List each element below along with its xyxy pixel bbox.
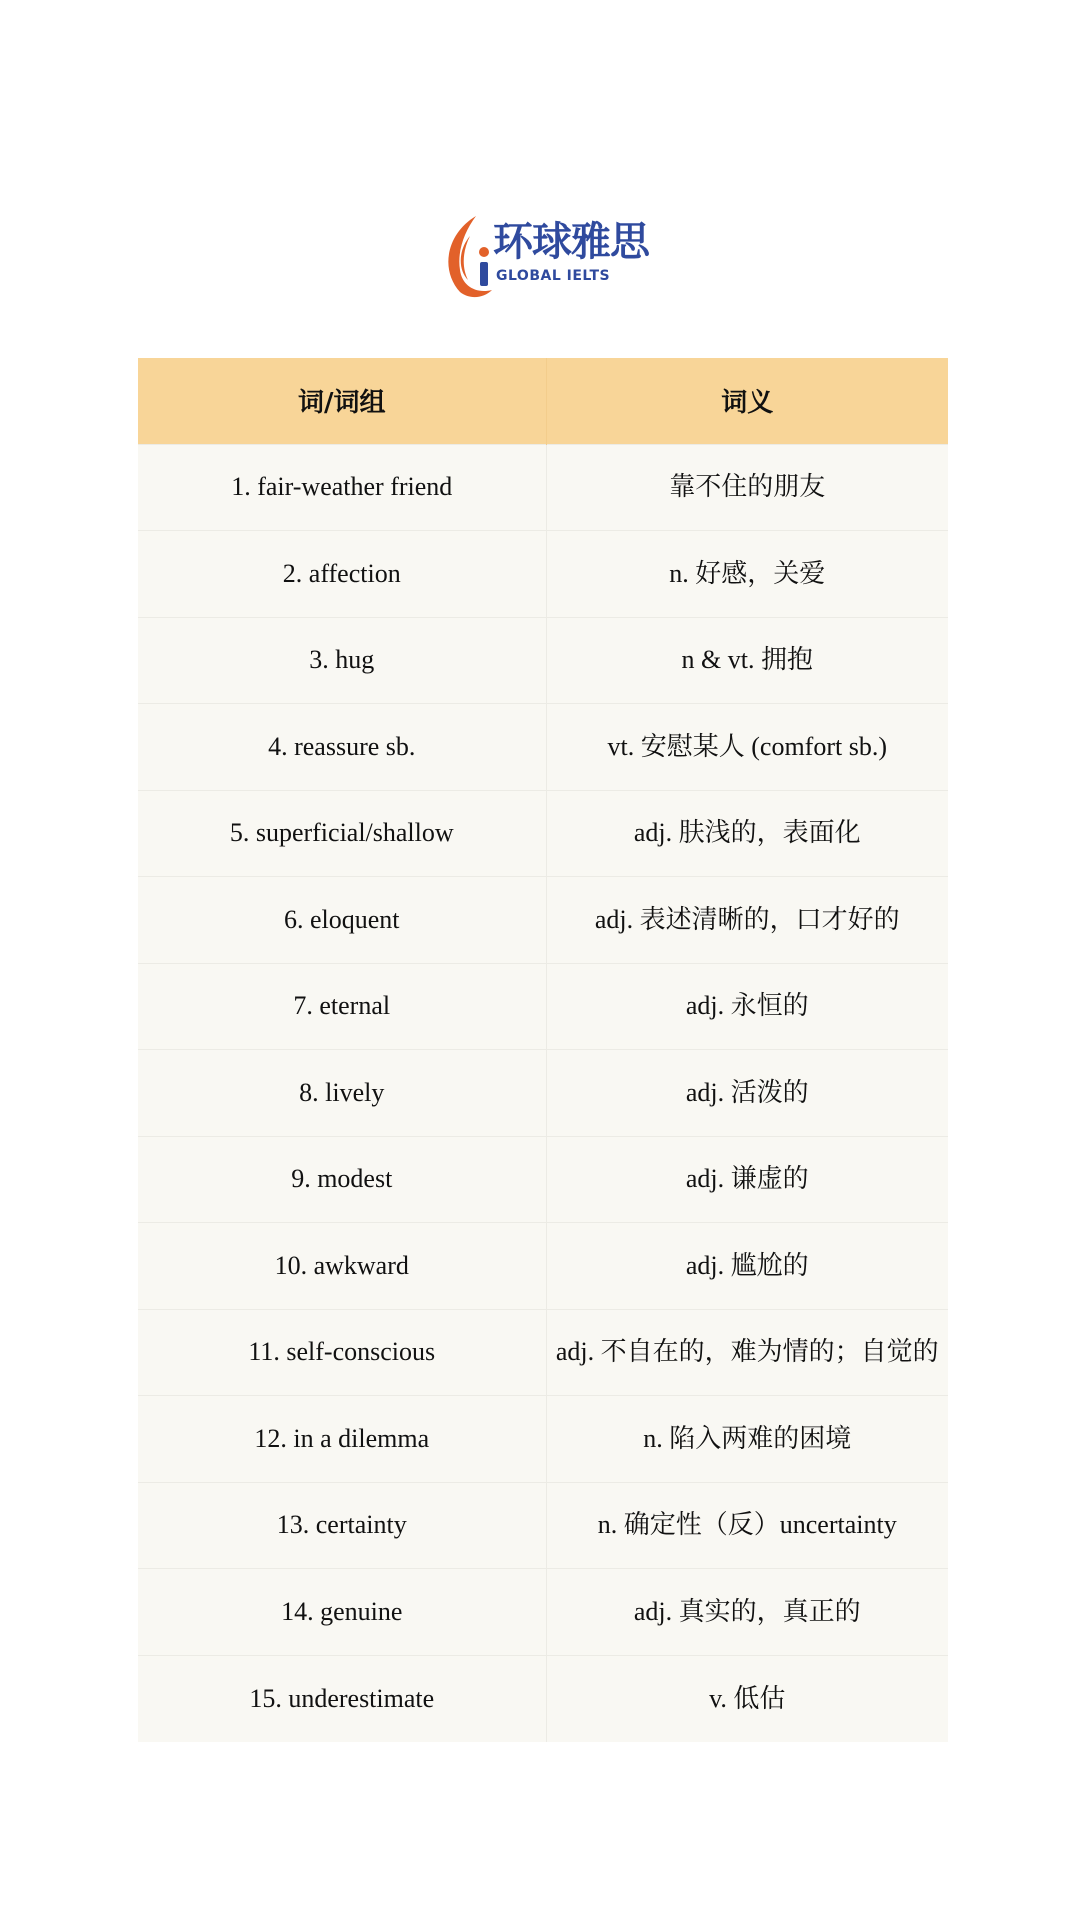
- table-row: [138, 963, 948, 1050]
- term-cell: 7. eternal: [138, 963, 546, 1050]
- meaning-cell: adj. 活泼的: [546, 1050, 948, 1137]
- table-row: [138, 617, 948, 704]
- meaning-cell: n. 确定性（反）uncertainty: [546, 1482, 948, 1569]
- term-cell: 6. eloquent: [138, 877, 546, 964]
- table-row: [138, 1136, 948, 1223]
- vocabulary-table: [138, 358, 948, 1742]
- meaning-cell: adj. 真实的，真正的: [546, 1569, 948, 1656]
- logo-mark-icon: [440, 212, 500, 302]
- meaning-cell: adj. 表述清晰的，口才好的: [546, 877, 948, 964]
- meaning-cell: v. 低估: [546, 1655, 948, 1742]
- table-row: [138, 1396, 948, 1483]
- meaning-cell: adj. 不自在的，难为情的；自觉的: [546, 1309, 948, 1396]
- term-cell: 15. underestimate: [138, 1655, 546, 1742]
- table-header-row: [138, 358, 948, 444]
- table-row: [138, 704, 948, 791]
- term-cell: 5. superficial/shallow: [138, 790, 546, 877]
- table-row: [138, 1050, 948, 1137]
- header-meaning: 词义: [546, 358, 948, 444]
- global-ielts-logo: [440, 212, 649, 302]
- meaning-cell: adj. 谦虚的: [546, 1136, 948, 1223]
- table-row: [138, 1569, 948, 1656]
- meaning-cell: n. 陷入两难的困境: [546, 1396, 948, 1483]
- header-term: 词/词组: [138, 358, 546, 444]
- meaning-cell: adj. 永恒的: [546, 963, 948, 1050]
- table-row: [138, 790, 948, 877]
- term-cell: 12. in a dilemma: [138, 1396, 546, 1483]
- meaning-cell: 靠不住的朋友: [546, 444, 948, 531]
- meaning-cell: adj. 肤浅的，表面化: [546, 790, 948, 877]
- table-row: [138, 1309, 948, 1396]
- term-cell: 8. lively: [138, 1050, 546, 1137]
- term-cell: 9. modest: [138, 1136, 546, 1223]
- term-cell: 1. fair-weather friend: [138, 444, 546, 531]
- table-row: [138, 1482, 948, 1569]
- table-row: [138, 531, 948, 618]
- term-cell: 13. certainty: [138, 1482, 546, 1569]
- meaning-cell: n & vt. 拥抱: [546, 617, 948, 704]
- term-cell: 10. awkward: [138, 1223, 546, 1310]
- term-cell: 3. hug: [138, 617, 546, 704]
- table-row: [138, 877, 948, 964]
- term-cell: 2. affection: [138, 531, 546, 618]
- logo-english-text: GLOBAL IELTS: [496, 268, 611, 284]
- meaning-cell: vt. 安慰某人 (comfort sb.): [546, 704, 948, 791]
- term-cell: 4. reassure sb.: [138, 704, 546, 791]
- meaning-cell: n. 好感，关爱: [546, 531, 948, 618]
- term-cell: 14. genuine: [138, 1569, 546, 1656]
- table-row: [138, 444, 948, 531]
- logo-chinese-text: 环球雅思: [493, 219, 649, 265]
- table-row: [138, 1223, 948, 1310]
- term-cell: 11. self-conscious: [138, 1309, 546, 1396]
- table-row: [138, 1655, 948, 1742]
- meaning-cell: adj. 尴尬的: [546, 1223, 948, 1310]
